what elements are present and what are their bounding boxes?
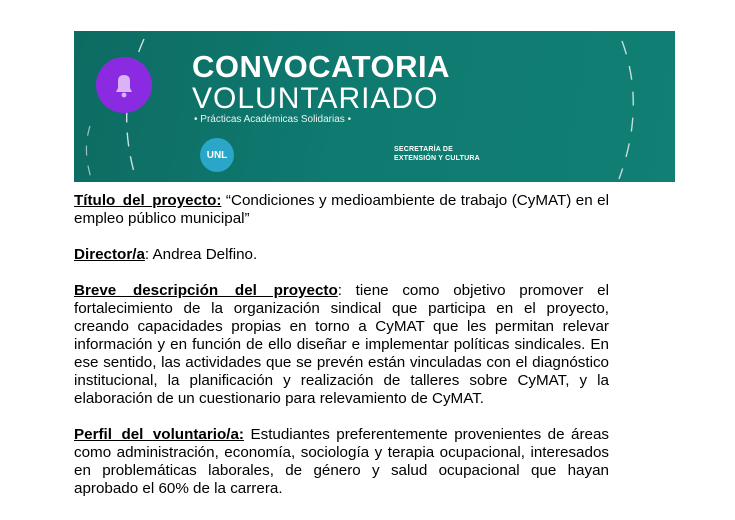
project-title-label: Título del proyecto: xyxy=(74,192,222,209)
convocatoria-banner xyxy=(74,31,675,182)
project-title-paragraph xyxy=(74,192,609,228)
description-text: : tiene como objetivo promover el fortalecimiento de la organización sindical que participa en el proyecto, creando capacidades propias en torno a CyMAT que les permitan relevar información y en función de ello diseñar e implementar políticas sindicales. En ese sentido, las actividades que se prevén están vinculadas con el diagnóstico institucional, la planificación y realización de talleres sobre CyMAT, y la elaboración de un cuestionario para relevamiento de CyMAT. xyxy=(74,282,609,407)
banner-tagline: • Prácticas Académicas Solidarias • xyxy=(194,114,352,125)
project-content xyxy=(74,192,609,516)
secretaria-label xyxy=(394,145,480,163)
secretaria-line2: EXTENSIÓN Y CULTURA xyxy=(394,155,480,162)
banner-title: CONVOCATORIA xyxy=(192,49,451,84)
secretaria-line1: SECRETARÍA DE xyxy=(394,146,453,153)
director-text: : Andrea Delfino. xyxy=(144,246,258,263)
profile-text: Estudiantes preferentemente provenientes de áreas como administración, economía, sociología y terapia ocupacional, interesados en problemáticas laborales, de género y salud ocupacional que hayan aprobado el 60% de la carrera. xyxy=(74,426,609,497)
project-title-text: “Condiciones y medioambiente de trabajo (CyMAT) en el empleo público municipal” xyxy=(74,192,609,227)
banner-subtitle-title: VOLUNTARIADO xyxy=(192,82,439,115)
description-label: Breve descripción del proyecto xyxy=(74,282,338,299)
director-paragraph xyxy=(74,246,609,264)
bell-icon xyxy=(107,68,141,102)
description-paragraph xyxy=(74,282,609,408)
director-label: Director/a xyxy=(74,246,145,263)
logo-circle xyxy=(96,57,152,113)
profile-label: Perfil del voluntario/a: xyxy=(74,426,244,443)
unl-logo: UNL xyxy=(200,138,234,172)
profile-paragraph xyxy=(74,426,609,498)
